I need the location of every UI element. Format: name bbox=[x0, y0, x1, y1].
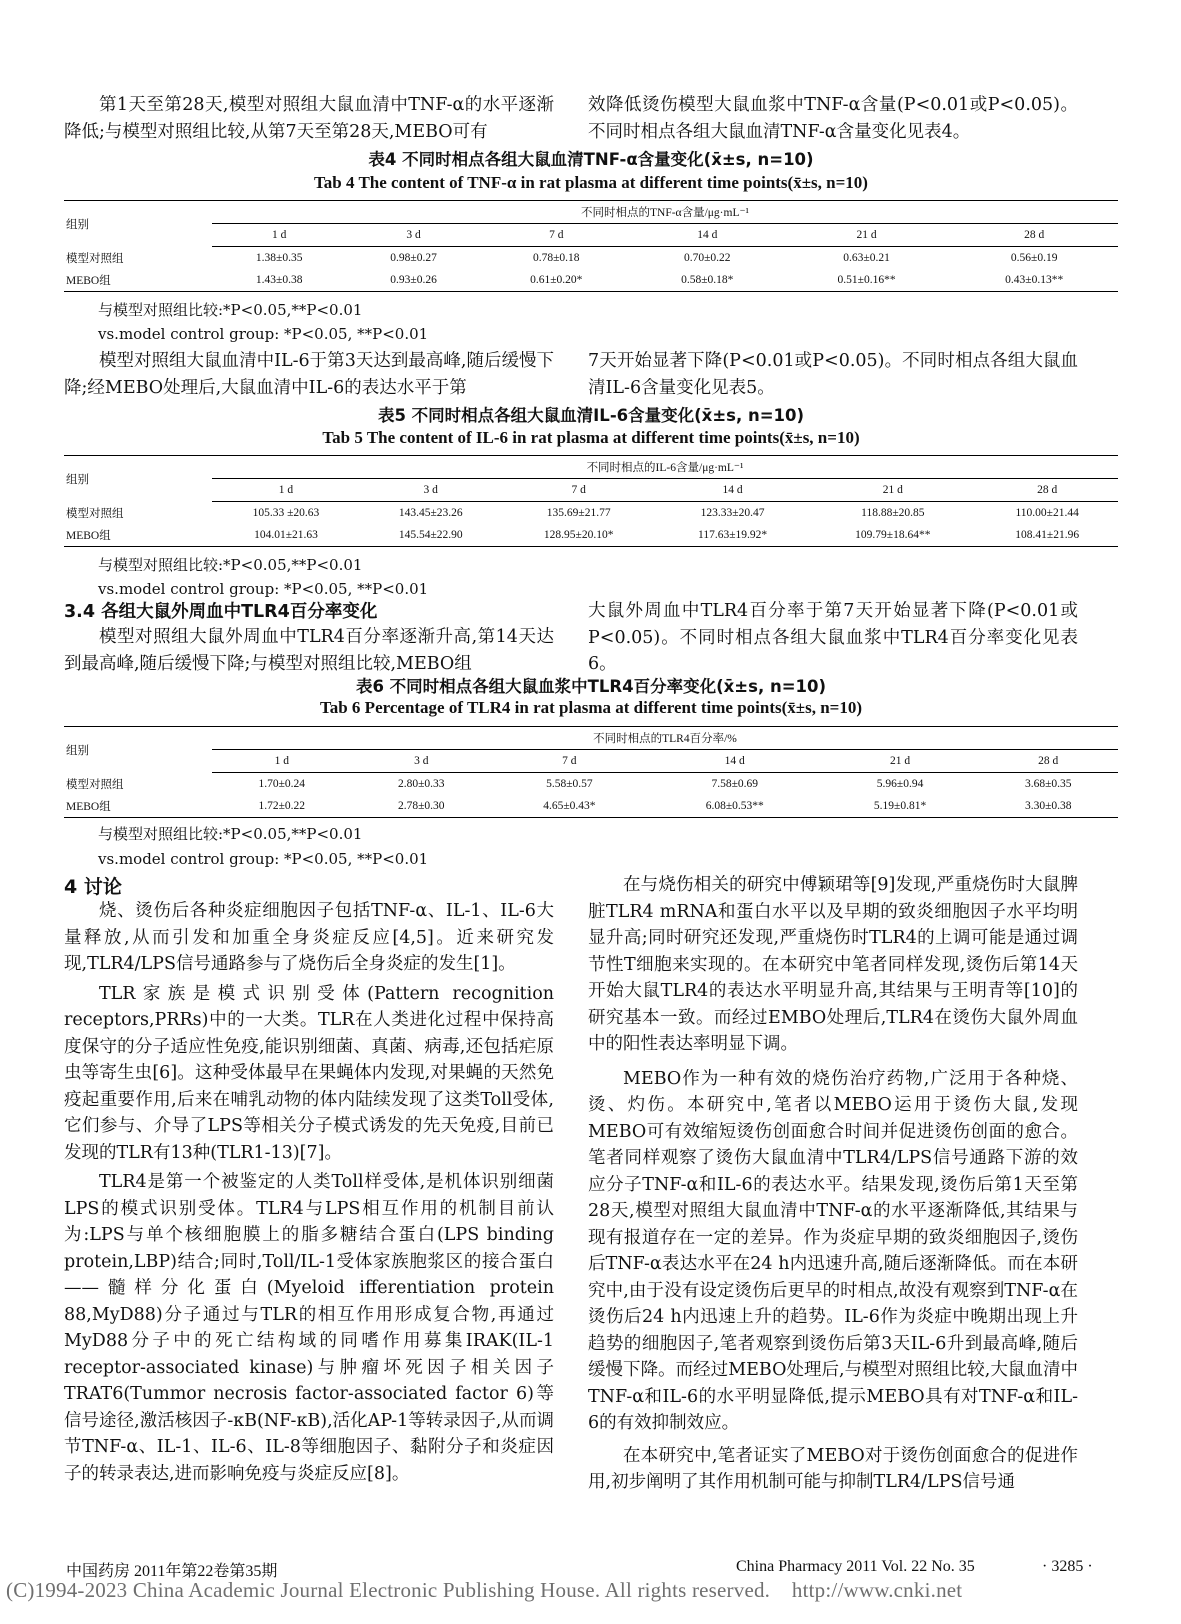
table-cell: 143.45±23.26 bbox=[398, 507, 463, 519]
table-cell: 0.61±0.20* bbox=[481, 269, 632, 292]
table-cell: 3.68±0.35 bbox=[1024, 778, 1072, 790]
row-group: 模型对照组 bbox=[66, 507, 124, 520]
group-header: 组别 bbox=[64, 201, 212, 247]
table-cell: 0.51±0.16** bbox=[783, 269, 951, 292]
tab6-caption-en: Tab 6 Percentage of TLR4 in rat plasma at different time points(x̄±s, n=10) bbox=[319, 698, 863, 717]
table-cell: 118.88±20.85 bbox=[861, 507, 925, 519]
table-cell: 1.43±0.38 bbox=[212, 269, 346, 292]
col-header: 14 d bbox=[632, 224, 783, 247]
table-cell: 0.63±0.21 bbox=[843, 252, 890, 264]
tab5-note-en: vs.model control group: *P<0.05, **P<0.01 bbox=[98, 580, 429, 598]
footer-journal-cn: 中国药房 2011年第22卷第35期 bbox=[66, 1563, 278, 1580]
table-cell: 0.58±0.18* bbox=[632, 269, 783, 292]
row-group: MEBO组 bbox=[64, 524, 212, 547]
col-header: 14 d bbox=[656, 479, 809, 502]
span-header: 不同时相点的IL-6含量/μg·mL⁻¹ bbox=[212, 456, 1118, 479]
col-header: 28 d bbox=[976, 479, 1118, 502]
table-cell: 1.72±0.22 bbox=[212, 795, 352, 818]
table-row bbox=[64, 773, 1118, 796]
table-6 bbox=[64, 726, 1118, 818]
table-cell: 0.56±0.19 bbox=[1010, 252, 1058, 264]
table-cell: 110.00±21.44 bbox=[1015, 507, 1079, 519]
table-cell: 135.69±21.77 bbox=[546, 507, 611, 519]
table-5 bbox=[64, 455, 1118, 547]
table-cell: 6.08±0.53** bbox=[648, 795, 822, 818]
col-header: 21 d bbox=[822, 750, 979, 773]
table-row bbox=[64, 502, 1118, 525]
table-cell: 4.65±0.43* bbox=[491, 795, 648, 818]
table-cell: 5.96±0.94 bbox=[876, 778, 924, 790]
col-header: 3 d bbox=[352, 750, 492, 773]
section-3-4-right-text: 大鼠外周血中TLR4百分率于第7天开始显著下降(P<0.01或P<0.05)。不同时相点各组大鼠血浆中TLR4百分率变化见表6。 bbox=[588, 601, 1078, 674]
table-cell: 5.58±0.57 bbox=[546, 778, 593, 790]
table-4 bbox=[64, 200, 1118, 292]
tab6-caption-cn: 表6 不同时相点各组大鼠血浆中TLR4百分率变化(x̄±s, n=10) bbox=[355, 677, 827, 696]
table-cell: 3.30±0.38 bbox=[978, 795, 1118, 818]
tab4-note-cn: 与模型对照组比较:*P<0.05,**P<0.01 bbox=[98, 301, 363, 319]
table-cell: 128.95±20.10* bbox=[502, 524, 656, 547]
tab5-caption-en: Tab 5 The content of IL-6 in rat plasma at different time points(x̄±s, n=10) bbox=[322, 428, 860, 447]
table-cell: 0.93±0.26 bbox=[346, 269, 480, 292]
section-3-4-left-text: 模型对照组大鼠外周血中TLR4百分率逐渐升高,第14天达到最高峰,随后缓慢下降;与模型对照组比较,MEBO组 bbox=[64, 627, 554, 674]
col-header: 28 d bbox=[950, 224, 1118, 247]
table-cell: 105.33 ±20.63 bbox=[252, 507, 320, 519]
table-row bbox=[64, 795, 1118, 818]
row-group: MEBO组 bbox=[64, 795, 212, 818]
col-header: 28 d bbox=[978, 750, 1118, 773]
table-cell: 0.43±0.13** bbox=[950, 269, 1118, 292]
discussion-paragraph: TLR4是第一个被鉴定的人类Toll样受体,是机体识别细菌LPS的模式识别受体。TLR4与LPS相互作用的机制目前认为:LPS与单个核细胞膜上的脂多糖结合蛋白(LPS binding protein,LBP)结合;同时,Toll/IL-1受体家族胞浆区的接合蛋白——髓样分化蛋白(Myeloid ifferentiation protein 88,MyD88)分子通过与TLR的相互作用形成复合物,再通过MyD88分子中的死亡结构域的同嗜作用募集IRAK(IL-1 receptor-associated kinase)与肿瘤坏死因子相关因子TRAT6(Tummor necrosis factor-associated factor 6)等信号途径,激活核因子-κB(NF-κB),活化AP-1等转录因子,从而调节TNF-α、IL-1、IL-6、IL-8等细胞因子、黏附分子和炎症因子的转录表达,进而影响免疫与炎症反应[8]。 bbox=[64, 1172, 554, 1484]
table-row bbox=[64, 247, 1118, 270]
col-header: 21 d bbox=[783, 224, 951, 247]
discussion-paragraph: 烧、烫伤后各种炎症细胞因子包括TNF-α、IL-1、IL-6大量释放,从而引发和加重全身炎症反应[4,5]。近来研究发现,TLR4/LPS信号通路参与了烧伤后全身炎症的发生[1]。 bbox=[64, 901, 554, 974]
table-cell: 108.41±21.96 bbox=[976, 524, 1118, 547]
col-header: 14 d bbox=[648, 750, 822, 773]
intro-left-text: 第1天至第28天,模型对照组大鼠血清中TNF-α的水平逐渐降低;与模型对照组比较,从第7天至第28天,MEBO可有 bbox=[64, 95, 554, 142]
table-row bbox=[64, 524, 1118, 547]
col-header: 3 d bbox=[346, 224, 480, 247]
table-cell: 117.63±19.92* bbox=[656, 524, 809, 547]
col-header: 7 d bbox=[481, 224, 632, 247]
table-cell: 0.70±0.22 bbox=[684, 252, 731, 264]
discussion-paragraph: 在本研究中,笔者证实了MEBO对于烫伤创面愈合的促进作用,初步阐明了其作用机制可能与抑制TLR4/LPS信号通 bbox=[588, 1445, 1078, 1492]
table-cell: 1.70±0.24 bbox=[258, 778, 306, 790]
table-cell: 2.80±0.33 bbox=[397, 778, 445, 790]
span-header: 不同时相点的TNF-α含量/μg·mL⁻¹ bbox=[212, 201, 1118, 224]
row-group: 模型对照组 bbox=[66, 252, 124, 265]
tab6-note-en: vs.model control group: *P<0.05, **P<0.01 bbox=[98, 850, 429, 868]
table-row bbox=[64, 269, 1118, 292]
tab5-caption-cn: 表5 不同时相点各组大鼠血清IL-6含量变化(x̄±s, n=10) bbox=[377, 406, 805, 425]
table-cell: 104.01±21.63 bbox=[212, 524, 360, 547]
table-cell: 0.78±0.18 bbox=[533, 252, 580, 264]
footer-page-number: · 3285 · bbox=[1042, 1558, 1093, 1575]
col-header: 7 d bbox=[491, 750, 648, 773]
table-cell: 7.58±0.69 bbox=[711, 778, 758, 790]
row-group: 模型对照组 bbox=[66, 778, 124, 791]
table-cell: 0.98±0.27 bbox=[390, 252, 437, 264]
tab4-note-en: vs.model control group: *P<0.05, **P<0.01 bbox=[98, 325, 429, 343]
table-cell: 145.54±22.90 bbox=[360, 524, 502, 547]
row-group: MEBO组 bbox=[64, 269, 212, 292]
col-header: 1 d bbox=[212, 479, 360, 502]
copyright-watermark: (C)1994-2023 China Academic Journal Electronic Publishing House. All rights reserved. http://www.cnki.net bbox=[6, 1578, 963, 1602]
tab5-note-cn: 与模型对照组比较:*P<0.05,**P<0.01 bbox=[98, 556, 363, 574]
discussion-left-column bbox=[64, 898, 554, 1487]
col-header: 3 d bbox=[360, 479, 502, 502]
col-header: 21 d bbox=[809, 479, 976, 502]
col-header: 7 d bbox=[502, 479, 656, 502]
section-3-4-heading: 3.4 各组大鼠外周血中TLR4百分率变化 bbox=[64, 602, 378, 622]
intro-right-text: 效降低烫伤模型大鼠血浆中TNF-α含量(P<0.01或P<0.05)。不同时相点各组大鼠血清TNF-α含量变化见表4。 bbox=[588, 95, 1078, 142]
tab4-caption-cn: 表4 不同时相点各组大鼠血清TNF-α含量变化(x̄±s, n=10) bbox=[368, 150, 814, 169]
span-header: 不同时相点的TLR4百分率/% bbox=[212, 727, 1118, 750]
discussion-paragraph: MEBO作为一种有效的烧伤治疗药物,广泛用于各种烧、烫、灼伤。本研究中,笔者以MEBO运用于烫伤大鼠,发现MEBO可有效缩短烫伤创面愈合时间并促进烫伤创面的愈合。笔者同样观察了烫伤大鼠血清中TLR4/LPS信号通路下游的效应分子TNF-α和IL-6的表达水平。结果发现,烫伤后第1天至第28天,模型对照组大鼠血清中TNF-α的水平逐渐降低,其结果与现有报道存在一定的差异。作为炎症早期的致炎细胞因子,烫伤后TNF-α表达水平在24 h内迅速升高,随后逐渐降低。而在本研究中,由于没有设定烫伤后更早的时相点,故没有观察到TNF-α在烫伤后24 h内迅速上升的趋势。IL-6作为炎症中晚期出现上升趋势的细胞因子,笔者观察到烫伤后第3天IL-6升到最高峰,随后缓慢下降。而经过MEBO处理后,与模型对照组比较,大鼠血清中TNF-α和IL-6的水平明显降低,提示MEBO具有对TNF-α和IL-6的有效抑制效应。 bbox=[588, 1068, 1078, 1433]
group-header: 组别 bbox=[64, 456, 212, 502]
section-4-heading: 4 讨论 bbox=[64, 876, 122, 898]
discussion-paragraph: 在与烧伤相关的研究中傅颖珺等[9]发现,严重烧伤时大鼠脾脏TLR4 mRNA和蛋白水平以及早期的致炎细胞因子水平均明显升高;同时研究还发现,严重烧伤时TLR4的上调可能是通过调节性T细胞来实现的。在本研究中笔者同样发现,烫伤后第14天开始大鼠TLR4的表达水平明显升高,其结果与王明青等[10]的研究基本一致。而经过EMBO处理后,TLR4在烫伤大鼠外周血中的阳性表达率明显下调。 bbox=[588, 875, 1078, 1054]
col-header: 1 d bbox=[212, 750, 352, 773]
discussion-paragraph: TLR家族是模式识别受体(Pattern recognition receptors,PRRs)中的一大类。TLR在人类进化过程中保持高度保守的分子适应性免疫,能识别细菌、真菌、病毒,还包括疟原虫等寄生虫[6]。这种受体最早在果蝇体内发现,对果蝇的天然免疫起重要作用,后来在哺乳动物的体内陆续发现了这类Toll受体,它们参与、介导了LPS等相关分子模式诱发的先天免疫,目前已发现的TLR有13种(TLR1-13)[7]。 bbox=[64, 983, 554, 1163]
il6-right-text: 7天开始显著下降(P<0.01或P<0.05)。不同时相点各组大鼠血清IL-6含量变化见表5。 bbox=[588, 351, 1078, 398]
footer-journal-en: China Pharmacy 2011 Vol. 22 No. 35 bbox=[736, 1558, 975, 1575]
table-cell: 2.78±0.30 bbox=[352, 795, 492, 818]
il6-left-text: 模型对照组大鼠血清中IL-6于第3天达到最高峰,随后缓慢下降;经MEBO处理后,大鼠血清中IL-6的表达水平于第 bbox=[64, 351, 554, 398]
group-header: 组别 bbox=[64, 727, 212, 773]
col-header: 1 d bbox=[212, 224, 346, 247]
table-cell: 1.38±0.35 bbox=[255, 252, 303, 264]
table-cell: 5.19±0.81* bbox=[822, 795, 979, 818]
discussion-right-column bbox=[588, 872, 1078, 1496]
table-cell: 109.79±18.64** bbox=[809, 524, 976, 547]
tab6-note-cn: 与模型对照组比较:*P<0.05,**P<0.01 bbox=[98, 825, 363, 843]
tab4-caption-en: Tab 4 The content of TNF-α in rat plasma at different time points(x̄±s, n=10) bbox=[314, 173, 868, 192]
table-cell: 123.33±20.47 bbox=[700, 507, 765, 519]
